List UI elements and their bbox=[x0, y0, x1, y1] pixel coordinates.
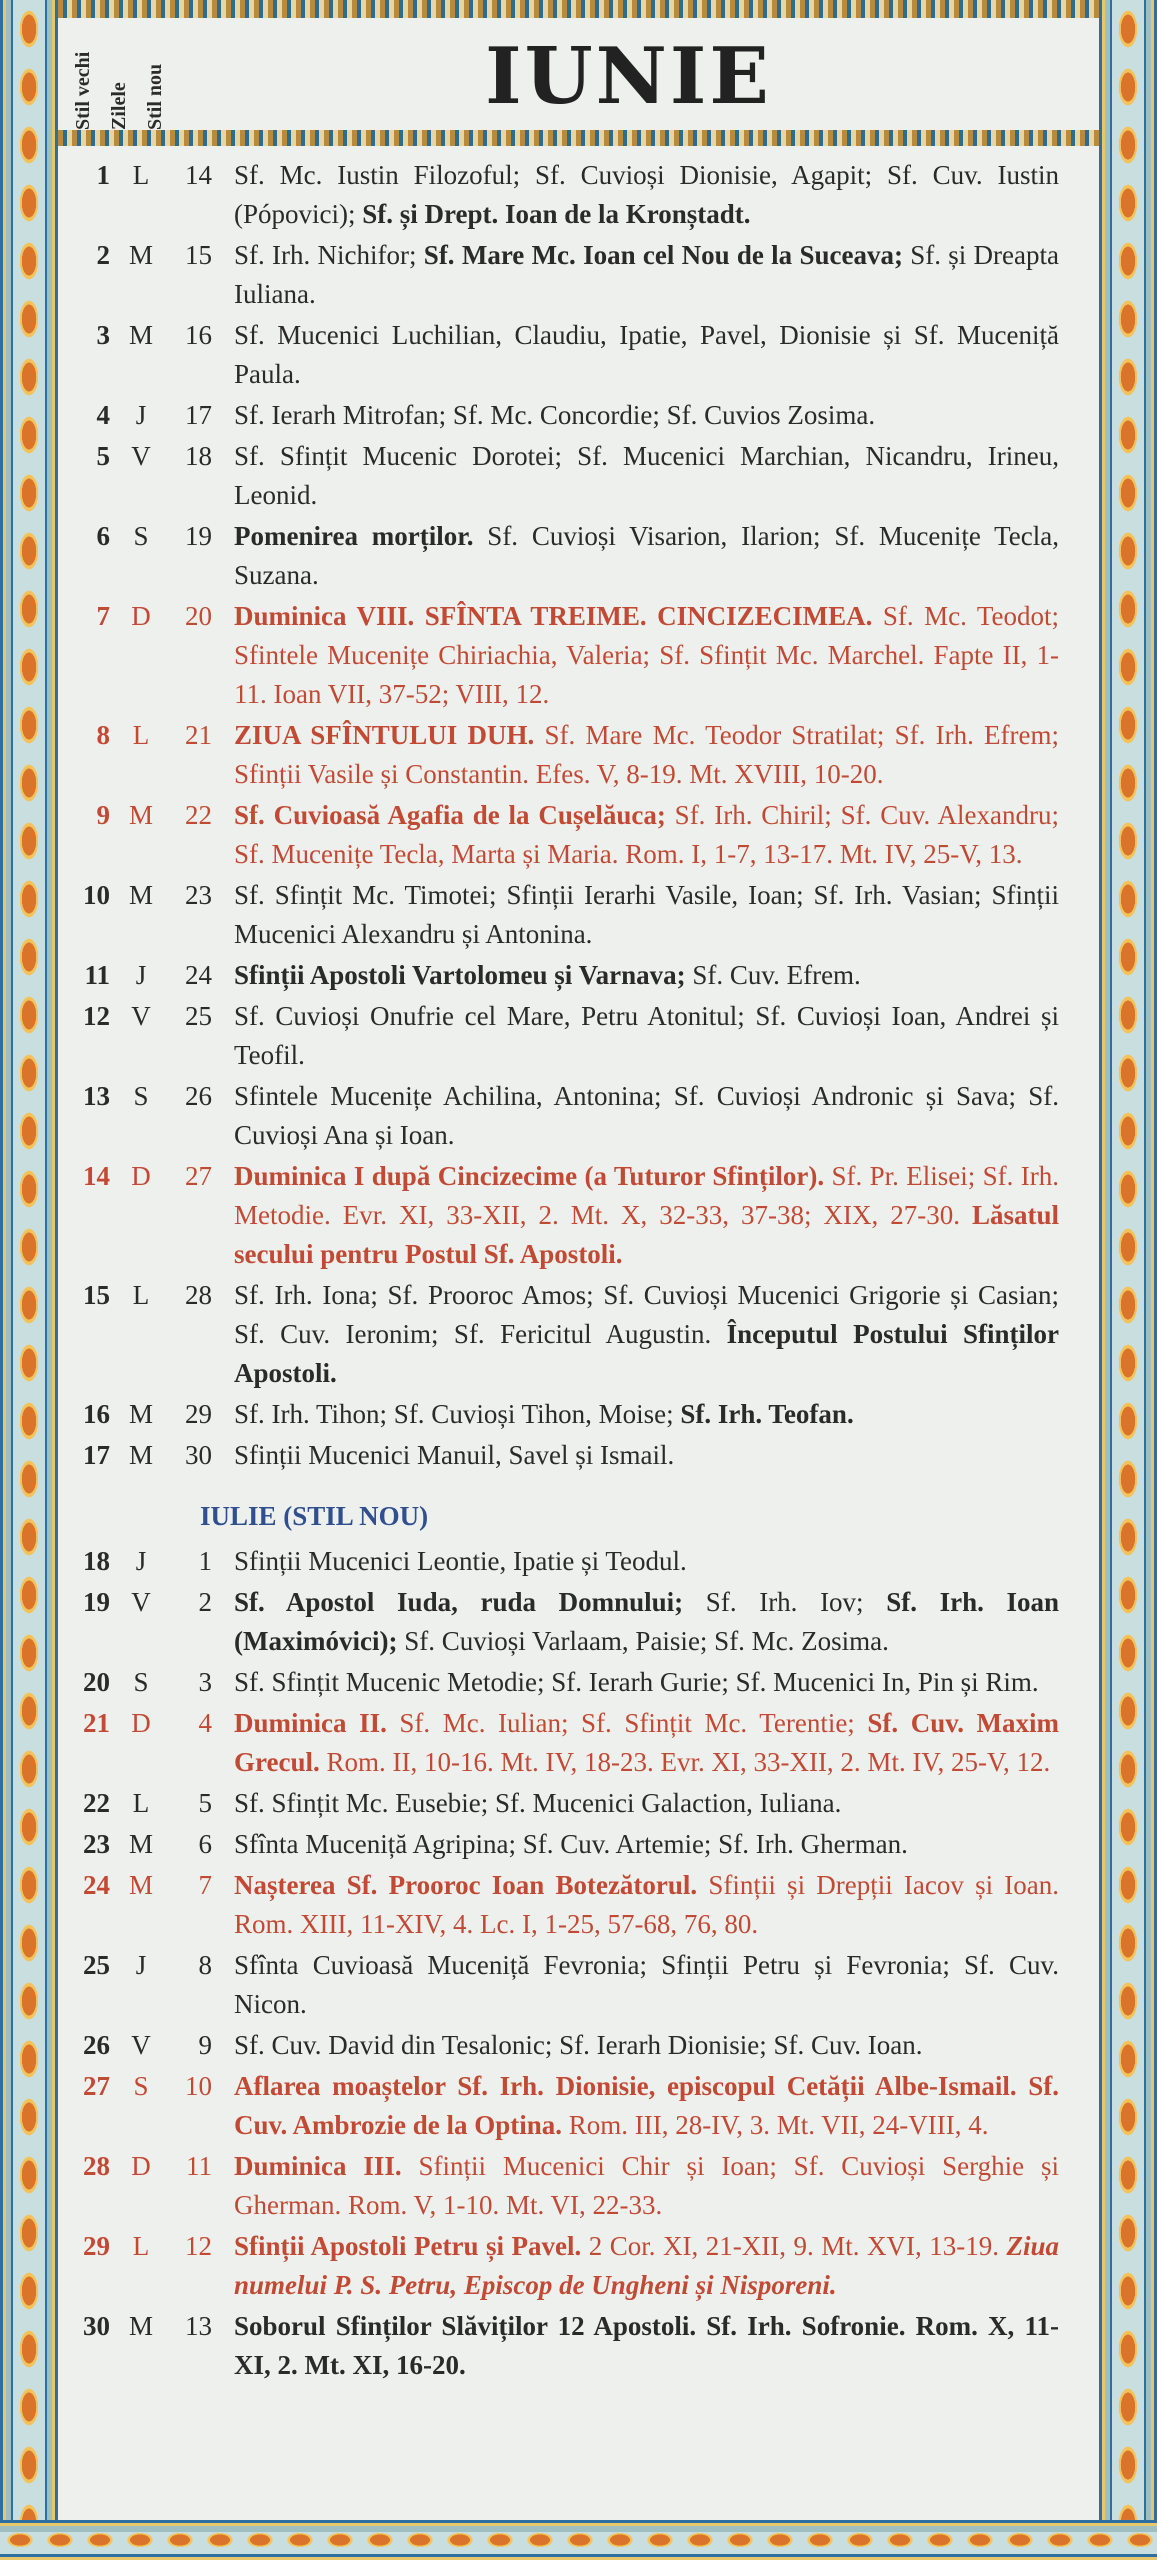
new-style-date: 29 bbox=[185, 1399, 212, 1429]
feast-description bbox=[234, 997, 1099, 1075]
calendar-row bbox=[58, 597, 1099, 714]
calendar-row bbox=[58, 876, 1099, 954]
new-style-date: 20 bbox=[185, 601, 212, 631]
calendar-row bbox=[58, 437, 1099, 515]
feast-text-segment: Sf. Irh. Iov; bbox=[683, 1587, 887, 1617]
feast-text-segment: Pomenirea morților. bbox=[234, 521, 474, 551]
feast-text-segment: Sfinții Apostoli Petru și Pavel. bbox=[234, 2231, 582, 2261]
new-style-date: 4 bbox=[198, 1708, 212, 1738]
weekday-letter: M bbox=[128, 240, 153, 270]
weekday-letter: M bbox=[128, 800, 153, 830]
weekday-letter: L bbox=[132, 160, 150, 190]
new-style-date: 13 bbox=[185, 2311, 212, 2341]
feast-description bbox=[234, 1276, 1099, 1393]
feast-description bbox=[234, 796, 1099, 874]
new-style-date: 23 bbox=[185, 880, 212, 910]
new-style-date: 9 bbox=[198, 2030, 212, 2060]
feast-text-segment: Rom. II, 10-16. Mt. IV, 18-23. Evr. XI, 33-XII, 2. Mt. IV, 25-V, 12. bbox=[319, 1747, 1051, 1777]
weekday-letter: M bbox=[128, 1870, 153, 1900]
old-style-date: 23 bbox=[83, 1829, 110, 1859]
feast-text-segment: Sf. Cuvioși Onufrie cel Mare, Petru Atonitul; Sf. Cuvioși Ioan, Andrei și Teofil. bbox=[234, 1001, 1059, 1070]
feast-description bbox=[234, 1395, 1099, 1434]
feast-text-segment: Sfintele Mucenițe Achilina, Antonina; Sf. Cuvioși Andronic și Sava; Sf. Cuvioși Ana și Ioan. bbox=[234, 1081, 1059, 1150]
new-style-date: 30 bbox=[185, 1440, 212, 1470]
calendar-row bbox=[58, 1077, 1099, 1155]
feast-description bbox=[234, 517, 1099, 595]
feast-description bbox=[234, 236, 1099, 314]
old-style-date: 11 bbox=[84, 960, 110, 990]
old-style-date: 9 bbox=[96, 800, 110, 830]
feast-description bbox=[234, 956, 1099, 995]
new-style-date: 1 bbox=[198, 1546, 212, 1576]
weekday-letter: M bbox=[128, 1440, 153, 1470]
new-style-date: 16 bbox=[185, 320, 212, 350]
feast-text-segment: Sf. Ierarh Mitrofan; Sf. Mc. Concordie; Sf. Cuvios Zosima. bbox=[234, 400, 876, 430]
new-style-date: 18 bbox=[185, 441, 212, 471]
new-style-date: 27 bbox=[185, 1161, 212, 1191]
feast-text-segment: Sf. Sfințit Mc. Timotei; Sfinții Ierarhi Vasile, Ioan; Sf. Irh. Vasian; Sfinții Mucenici Alexandru și Antonina. bbox=[234, 880, 1059, 949]
old-style-date: 13 bbox=[83, 1081, 110, 1111]
calendar-row bbox=[58, 2227, 1099, 2305]
old-style-date: 30 bbox=[83, 2311, 110, 2341]
old-style-date: 24 bbox=[83, 1870, 110, 1900]
old-style-date: 27 bbox=[83, 2071, 110, 2101]
calendar-row bbox=[58, 2147, 1099, 2225]
new-style-date: 14 bbox=[185, 160, 212, 190]
old-style-date: 10 bbox=[83, 880, 110, 910]
new-style-date: 17 bbox=[185, 400, 212, 430]
old-style-date: 28 bbox=[83, 2151, 110, 2181]
feast-description bbox=[234, 1784, 1099, 1823]
calendar-row bbox=[58, 716, 1099, 794]
feast-description bbox=[234, 2227, 1099, 2305]
old-style-date: 17 bbox=[83, 1440, 110, 1470]
feast-description bbox=[234, 597, 1099, 714]
feast-text-segment: Începutul Postului Sfinților Apostoli. bbox=[234, 1319, 1059, 1388]
feast-text-segment: Duminica III. bbox=[234, 2151, 402, 2181]
old-style-date: 22 bbox=[83, 1788, 110, 1818]
feast-text-segment: 2 Cor. XI, 21-XII, 9. Mt. XVI, 13-19. bbox=[581, 2231, 1007, 2261]
feast-text-segment: Duminica II. bbox=[234, 1708, 387, 1738]
new-style-date: 12 bbox=[185, 2231, 212, 2261]
old-style-date: 16 bbox=[83, 1399, 110, 1429]
feast-text-segment: Sf. Cuvioși Visarion, Ilarion; Sf. Mucenițe Tecla, Suzana. bbox=[234, 521, 1059, 590]
new-style-date: 6 bbox=[198, 1829, 212, 1859]
new-style-date: 21 bbox=[185, 720, 212, 750]
weekday-letter: V bbox=[131, 441, 151, 471]
feast-text-segment: Lăsatul secului pentru Postul Sf. Apostoli. bbox=[234, 1200, 1059, 1269]
calendar-row bbox=[58, 316, 1099, 394]
new-style-date: 3 bbox=[198, 1667, 212, 1697]
feast-text-segment: Sf. Irh. Chiril; Sf. Cuv. Alexandru; Sf. Mucenițe Tecla, Marta și Maria. Rom. I, 1-7, 13-17. Mt. IV, 25-V, 13. bbox=[234, 800, 1059, 869]
feast-text-segment: Soborul Sfinților Slăviților 12 Apostoli. Sf. Irh. Sofronie. Rom. X, 11-XI, 2. Mt. XI, 16-20. bbox=[234, 2311, 1059, 2380]
feast-text-segment: Sf. Sfințit Mucenic Metodie; Sf. Ierarh Gurie; Sf. Mucenici In, Pin și Rim. bbox=[234, 1667, 1039, 1697]
weekday-letter: L bbox=[132, 1280, 150, 1310]
feast-text-segment: Sfinții Mucenici Chir și Ioan; Sf. Cuvioși Serghie și Gherman. Rom. V, 1-10. Mt. VI, 22-33. bbox=[234, 2151, 1059, 2220]
calendar-rows bbox=[58, 156, 1099, 2387]
column-header-weekday: Zilele bbox=[108, 82, 130, 130]
new-style-date: 22 bbox=[185, 800, 212, 830]
feast-description bbox=[234, 1077, 1099, 1155]
calendar-row bbox=[58, 1157, 1099, 1274]
weekday-letter: M bbox=[128, 320, 153, 350]
feast-text-segment: Sf. Irh. Teofan. bbox=[680, 1399, 854, 1429]
decorative-band-header bbox=[58, 130, 1099, 146]
feast-text-segment: Aflarea moaștelor Sf. Irh. Dionisie, episcopul Cetății Albe-Ismail. Sf. Cuv. Ambrozie de la Optina. bbox=[234, 2071, 1059, 2140]
ornamental-border-left bbox=[0, 0, 58, 2520]
feast-text-segment: Sf. Cuvioși Varlaam, Paisie; Sf. Mc. Zosima. bbox=[397, 1626, 889, 1656]
calendar-row bbox=[58, 956, 1099, 995]
feast-text-segment: Duminica VIII. SFÎNTA TREIME. CINCIZECIMEA. bbox=[234, 601, 873, 631]
feast-description bbox=[234, 316, 1099, 394]
weekday-letter: V bbox=[131, 2030, 151, 2060]
feast-text-segment: Sf. Cuvioasă Agafia de la Cușelăuca; bbox=[234, 800, 666, 830]
calendar-row bbox=[58, 1542, 1099, 1581]
calendar-page bbox=[58, 0, 1099, 2520]
old-style-date: 12 bbox=[83, 1001, 110, 1031]
new-style-date: 24 bbox=[185, 960, 212, 990]
weekday-letter: S bbox=[133, 1081, 149, 1111]
column-header-old-style: Stil vechi bbox=[72, 51, 94, 130]
feast-description bbox=[234, 2067, 1099, 2145]
feast-text-segment: Sf. Cuv. David din Tesalonic; Sf. Ierarh Dionisie; Sf. Cuv. Ioan. bbox=[234, 2030, 923, 2060]
weekday-letter: J bbox=[135, 1546, 147, 1576]
feast-description bbox=[234, 1825, 1099, 1864]
ornamental-border-right bbox=[1099, 0, 1157, 2520]
new-style-date: 11 bbox=[186, 2151, 212, 2181]
feast-text-segment: Sfinții Mucenici Leontie, Ipatie și Teodul. bbox=[234, 1546, 687, 1576]
old-style-date: 29 bbox=[83, 2231, 110, 2261]
calendar-row bbox=[58, 156, 1099, 234]
weekday-letter: D bbox=[131, 1161, 151, 1191]
new-style-date: 5 bbox=[198, 1788, 212, 1818]
old-style-date: 7 bbox=[96, 601, 110, 631]
feast-text-segment: Nașterea Sf. Prooroc Ioan Botezătorul. bbox=[234, 1870, 698, 1900]
weekday-letter: M bbox=[128, 880, 153, 910]
new-style-date: 7 bbox=[198, 1870, 212, 1900]
calendar-row bbox=[58, 1276, 1099, 1393]
feast-description bbox=[234, 1704, 1099, 1782]
old-style-date: 8 bbox=[96, 720, 110, 750]
old-style-date: 1 bbox=[96, 160, 110, 190]
calendar-row bbox=[58, 517, 1099, 595]
old-style-date: 5 bbox=[96, 441, 110, 471]
calendar-row bbox=[58, 1825, 1099, 1864]
calendar-header bbox=[58, 18, 1099, 130]
feast-text-segment: Sf. Mare Mc. Teodor Stratilat; Sf. Irh. Efrem; Sfinții Vasile și Constantin. Efes. V, 8-19. Mt. XVIII, 10-20. bbox=[234, 720, 1059, 789]
new-style-date: 8 bbox=[198, 1950, 212, 1980]
weekday-letter: M bbox=[128, 1829, 153, 1859]
calendar-row bbox=[58, 1704, 1099, 1782]
month-title: IUNIE bbox=[485, 31, 772, 122]
feast-text-segment: Sfînta Cuvioasă Muceniță Fevronia; Sfinții Petru și Fevronia; Sf. Cuv. Nicon. bbox=[234, 1950, 1059, 2019]
calendar-row bbox=[58, 1946, 1099, 2024]
feast-description bbox=[234, 1583, 1099, 1661]
feast-description bbox=[234, 1157, 1099, 1274]
calendar-row bbox=[58, 1663, 1099, 1702]
weekday-letter: V bbox=[131, 1001, 151, 1031]
calendar-row bbox=[58, 2307, 1099, 2385]
feast-text-segment: Sf. Mc. Iustin Filozoful; Sf. Cuvioși Dionisie, Agapit; Sf. Cuv. Iustin (Pópovici); bbox=[234, 160, 1059, 229]
new-style-date: 10 bbox=[185, 2071, 212, 2101]
feast-text-segment: Sf. și Dreapta Iuliana. bbox=[234, 240, 1059, 309]
old-style-date: 21 bbox=[83, 1708, 110, 1738]
old-style-date: 26 bbox=[83, 2030, 110, 2060]
new-style-date: 25 bbox=[185, 1001, 212, 1031]
calendar-row bbox=[58, 1436, 1099, 1475]
weekday-letter: D bbox=[131, 2151, 151, 2181]
calendar-row bbox=[58, 1583, 1099, 1661]
old-style-date: 20 bbox=[83, 1667, 110, 1697]
feast-text-segment: Sfînta Muceniță Agripina; Sf. Cuv. Artemie; Sf. Irh. Gherman. bbox=[234, 1829, 908, 1859]
new-style-date: 2 bbox=[198, 1587, 212, 1617]
feast-text-segment: Sf. Pr. Elisei; Sf. Irh. Metodie. Evr. XI, 33-XII, 2. Mt. X, 32-33, 37-38; XIX, 27-30. bbox=[234, 1161, 1059, 1230]
feast-description bbox=[234, 876, 1099, 954]
feast-text-segment: Sf. Irh. Ioan (Maximóvici); bbox=[234, 1587, 1060, 1656]
calendar-row bbox=[58, 997, 1099, 1075]
calendar-row bbox=[58, 2026, 1099, 2065]
old-style-date: 4 bbox=[96, 400, 110, 430]
feast-description bbox=[234, 1866, 1099, 1944]
calendar-row bbox=[58, 396, 1099, 435]
weekday-letter: S bbox=[133, 1667, 149, 1697]
calendar-row bbox=[58, 1395, 1099, 1434]
weekday-letter: V bbox=[131, 1587, 151, 1617]
new-style-date: 15 bbox=[185, 240, 212, 270]
weekday-letter: M bbox=[128, 2311, 153, 2341]
new-style-date: 26 bbox=[185, 1081, 212, 1111]
feast-description bbox=[234, 2307, 1099, 2385]
weekday-letter: L bbox=[132, 720, 150, 750]
old-style-date: 18 bbox=[83, 1546, 110, 1576]
feast-text-segment: Sf. Mc. Iulian; Sf. Sfințit Mc. Terentie; bbox=[386, 1708, 868, 1738]
feast-text-segment: Sf. Irh. Nichifor; bbox=[234, 240, 424, 270]
feast-text-segment: Sf. Sfințit Mucenic Dorotei; Sf. Mucenici Marchian, Nicandru, Irineu, Leonid. bbox=[234, 441, 1059, 510]
feast-description bbox=[234, 1436, 1099, 1475]
calendar-row bbox=[58, 1784, 1099, 1823]
feast-description bbox=[234, 1542, 1099, 1581]
old-style-date: 3 bbox=[96, 320, 110, 350]
weekday-letter: L bbox=[132, 1788, 150, 1818]
calendar-row bbox=[58, 796, 1099, 874]
calendar-row bbox=[58, 1866, 1099, 1944]
old-style-date: 2 bbox=[96, 240, 110, 270]
new-style-date: 28 bbox=[185, 1280, 212, 1310]
weekday-letter: L bbox=[132, 2231, 150, 2261]
weekday-letter: D bbox=[131, 1708, 151, 1738]
feast-text-segment: Duminica I după Cincizecime (a Tuturor Sfinților). bbox=[234, 1161, 825, 1191]
feast-text-segment: Sf. Sfințit Mc. Eusebie; Sf. Mucenici Galaction, Iuliana. bbox=[234, 1788, 842, 1818]
feast-text-segment: Sf. Mc. Teodot; Sfintele Mucenițe Chiriachia, Valeria; Sf. Sfințit Mc. Marchel. Fapte II, 1-11. Ioan VII, 37-52; VIII, 12. bbox=[234, 601, 1060, 709]
weekday-letter: J bbox=[135, 1950, 147, 1980]
feast-description bbox=[234, 2026, 1099, 2065]
feast-text-segment: Sf. Mare Mc. Ioan cel Nou de la Suceava; bbox=[423, 240, 903, 270]
feast-text-segment: Sf. Cuv. Efrem. bbox=[685, 960, 861, 990]
calendar-row bbox=[58, 236, 1099, 314]
old-style-date: 19 bbox=[83, 1587, 110, 1617]
section-heading-july: IULIE (STIL NOU) bbox=[200, 1501, 429, 1531]
column-header-new-style: Stil nou bbox=[144, 63, 166, 130]
feast-text-segment: Rom. III, 28-IV, 3. Mt. VII, 24-VIII, 4. bbox=[562, 2110, 989, 2140]
feast-text-segment: Sf. Apostol Iuda, ruda Domnului; bbox=[234, 1587, 684, 1617]
feast-text-segment: Sfinții Apostoli Vartolomeu și Varnava; bbox=[234, 960, 686, 990]
weekday-letter: M bbox=[128, 1399, 153, 1429]
calendar-row bbox=[58, 2067, 1099, 2145]
feast-description bbox=[234, 437, 1099, 515]
ornamental-border-bottom bbox=[0, 2520, 1157, 2560]
feast-text-segment: Sf. Irh. Tihon; Sf. Cuvioși Tihon, Moise; bbox=[234, 1399, 681, 1429]
feast-text-segment: Sf. Cuv. Maxim Grecul. bbox=[234, 1708, 1060, 1777]
feast-description bbox=[234, 396, 1099, 435]
feast-description bbox=[234, 716, 1099, 794]
feast-description bbox=[234, 1663, 1099, 1702]
old-style-date: 15 bbox=[83, 1280, 110, 1310]
new-style-date: 19 bbox=[185, 521, 212, 551]
weekday-letter: J bbox=[135, 400, 147, 430]
feast-text-segment: Sfinții și Drepții Iacov și Ioan. Rom. XIII, 11-XIV, 4. Lc. I, 1-25, 57-68, 76, 80. bbox=[234, 1870, 1059, 1939]
old-style-date: 6 bbox=[96, 521, 110, 551]
feast-text-segment: Ziua numelui P. S. Petru, Episcop de Ungheni și Nisporeni. bbox=[234, 2231, 1060, 2300]
weekday-letter: S bbox=[133, 521, 149, 551]
feast-description bbox=[234, 156, 1099, 234]
feast-description bbox=[234, 1946, 1099, 2024]
weekday-letter: J bbox=[135, 960, 147, 990]
old-style-date: 14 bbox=[83, 1161, 110, 1191]
feast-text-segment: Sfinții Mucenici Manuil, Savel și Ismail. bbox=[234, 1440, 675, 1470]
feast-text-segment: ZIUA SFÎNTULUI DUH. bbox=[234, 720, 535, 750]
feast-text-segment: Sf. Mucenici Luchilian, Claudiu, Ipatie, Pavel, Dionisie și Sf. Muceniță Paula. bbox=[234, 320, 1059, 389]
feast-text-segment: Sf. Irh. Iona; Sf. Prooroc Amos; Sf. Cuvioși Mucenici Grigorie și Casian; Sf. Cuv. Ieronim; Sf. Fericitul Augustin. bbox=[234, 1280, 1059, 1349]
old-style-date: 25 bbox=[83, 1950, 110, 1980]
feast-text-segment: Sf. și Drept. Ioan de la Kronștadt. bbox=[362, 199, 751, 229]
decorative-band-top bbox=[58, 0, 1099, 18]
weekday-letter: D bbox=[131, 601, 151, 631]
feast-description bbox=[234, 2147, 1099, 2225]
weekday-letter: S bbox=[133, 2071, 149, 2101]
